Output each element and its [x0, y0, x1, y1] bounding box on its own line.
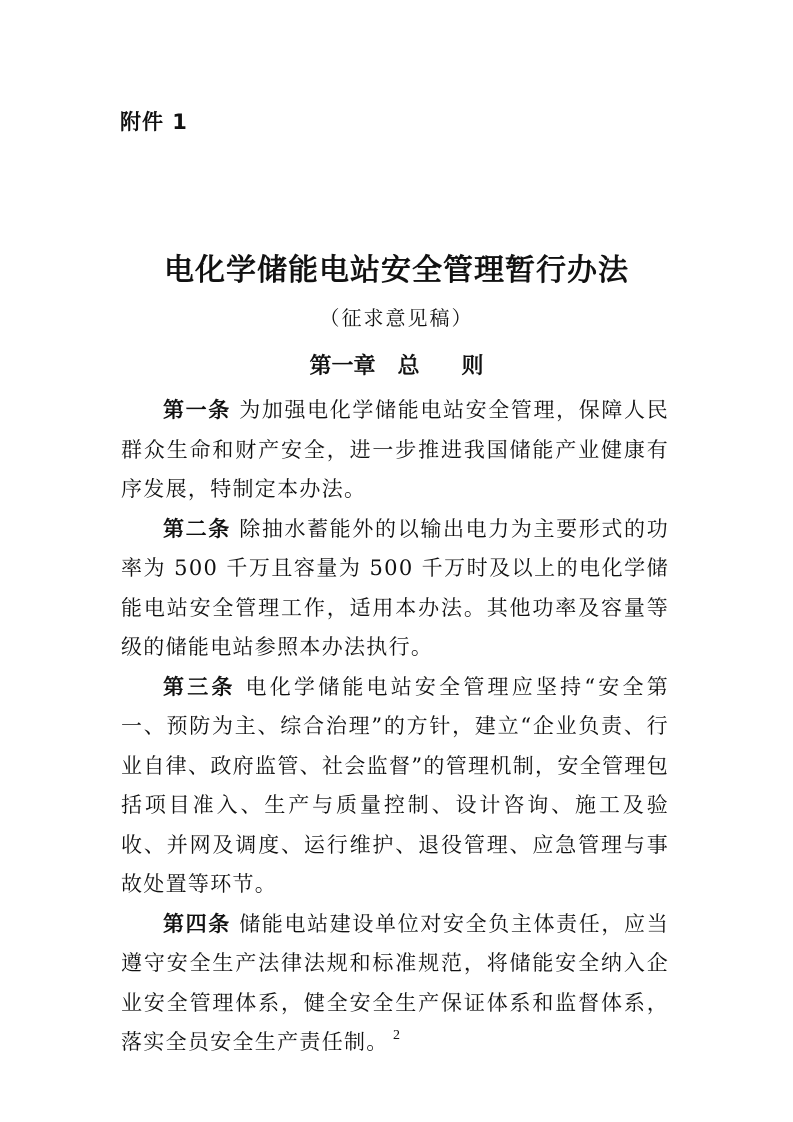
article-paragraph [121, 391, 669, 510]
article-label: 第四条 [163, 911, 231, 936]
article-label: 第三条 [163, 674, 236, 699]
article-paragraph [121, 668, 669, 905]
document-subtitle: （征求意见稿） [319, 306, 474, 330]
article-text: 为加强电化学储能电站安全管理，保障人民群众生命和财产安全，进一步推进我国储能产业健康有序发展，特制定本办法。 [121, 398, 669, 501]
article-label: 第二条 [163, 516, 231, 541]
article-paragraph [121, 510, 669, 668]
article-text: 除抽水蓄能外的以输出电力为主要形式的功率为 500 千万且容量为 500 千万时及以上的电化学储能电站安全管理工作，适用本办法。其他功率及容量等级的储能电站参照本办法执行。 [121, 516, 669, 659]
article-text: 电化学储能电站安全管理应坚持“安全第一、预防为主、综合治理”的方针，建立“企业负责、行业自律、政府监管、社会监督”的管理机制，安全管理包括项目准入、生产与质量控制、设计咨询、施工及验收、并网及调度、运行维护、退役管理、应急管理与事故处置等环节。 [121, 674, 670, 896]
page-number: 2 [393, 1028, 400, 1043]
chapter-heading [0, 349, 793, 380]
chapter-body [121, 391, 669, 1063]
attachment-label: 附件 1 [120, 110, 188, 134]
article-label: 第一条 [163, 398, 231, 422]
document-title: 电化学储能电站安全管理暂行办法 [164, 253, 629, 288]
chapter-name-part2: 则 [461, 354, 484, 379]
chapter-name-part1: 总 [397, 354, 420, 379]
chapter-number: 第一章 [309, 354, 376, 379]
article-text: 储能电站建设单位对安全负主体责任，应当遵守安全生产法律法规和标准规范，将储能安全纳入企业安全管理体系，健全安全生产保证体系和监督体系，落实全员安全生产责任制。 [121, 911, 669, 1054]
